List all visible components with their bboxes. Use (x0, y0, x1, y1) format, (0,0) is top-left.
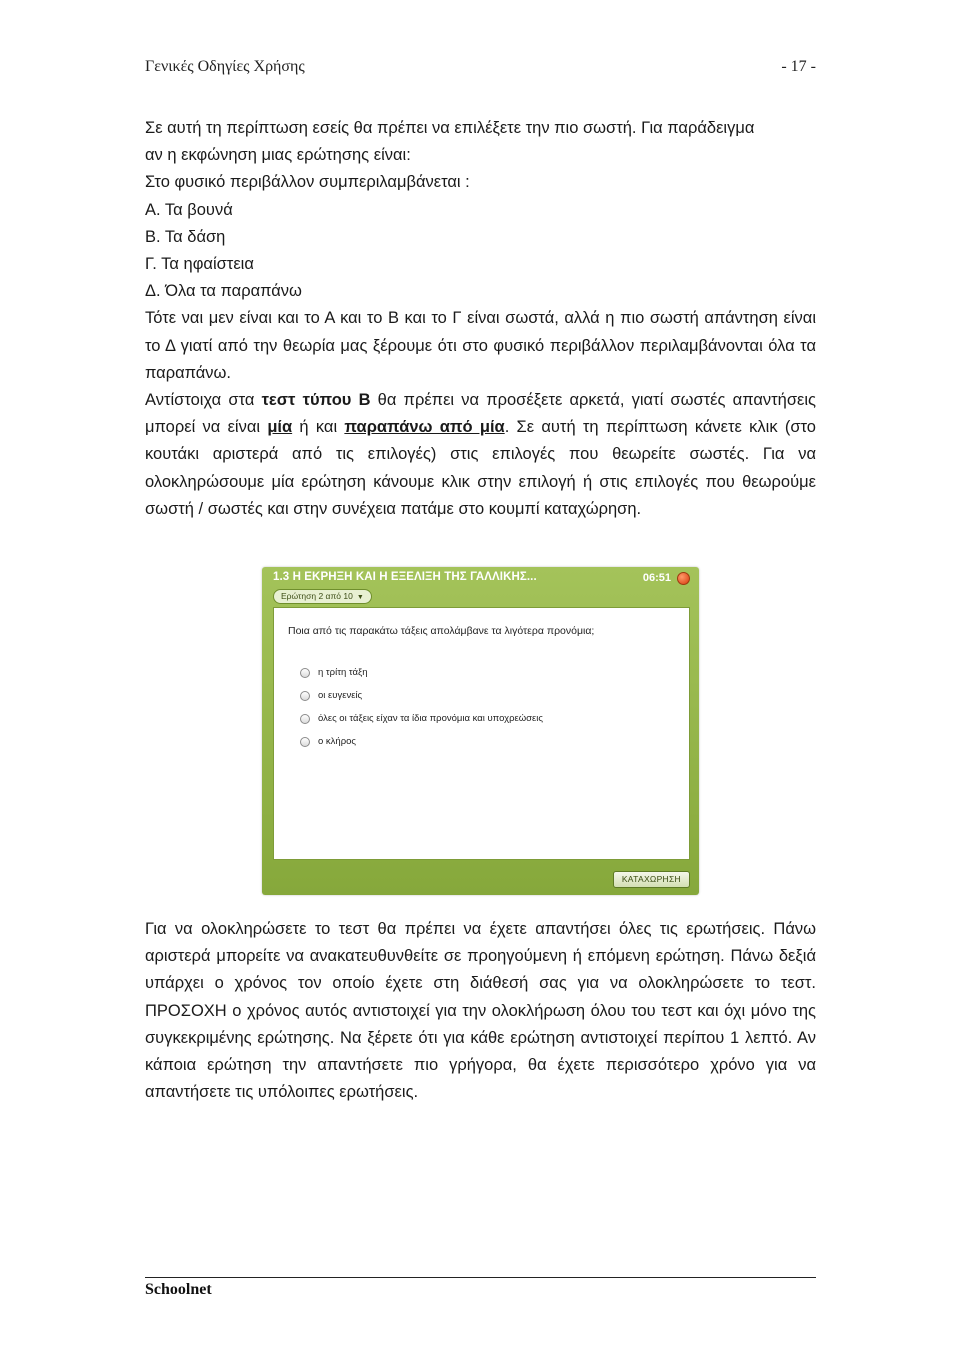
explanation-paragraph: Τότε ναι μεν είναι και το Α και το Β και το Γ είναι σωστά, αλλά η πιο σωστή απάντηση είναι το Δ γιατί από την θεωρία μας ξέρουμε ότι στο φυσικό περιβάλλον περιλαμβάνονται όλα τα παραπάνω. (145, 309, 816, 382)
example-question: Στο φυσικό περιβάλλον συμπεριλαμβάνεται : (145, 173, 470, 192)
example-option-a: Α. Τα βουνά (145, 200, 233, 219)
answer-option-label: όλες οι τάξεις είχαν τα ίδια προνόμια και υποχρεώσεις (318, 713, 543, 724)
answer-option-label: ο κλήρος (318, 736, 356, 747)
closing-paragraph: Για να ολοκληρώσετε το τεστ θα πρέπει να έχετε απαντήσει όλες τις ερωτήσεις. Πάνω αριστερά μπορείτε να ανακατευθυνθείτε σε προηγούμενη ή επόμενη ερώτηση. Πάνω δεξιά υπάρχει ο χρόνος τον οποίο έχετε στη διάθεσή σας για να ολοκληρώσετε το τεστ. ΠΡΟΣΟΧΗ ο χρόνος αυτός αντιστοιχεί για την ολοκλήρωση όλου του τεστ και όχι μόνο της συγκεκριμένης ερώτησης. Να ξέρετε ότι για κάθε ερώτηση αντιστοιχεί περίπου 1 λεπτό. Αν κάποια ερώτηση την απαντήσετε πιο γρήγορα, θα έχετε περισσότερο χρόνο για να απαντήσετε τις υπόλοιπες ερωτήσεις. (145, 920, 816, 1102)
answer-option[interactable] (300, 713, 543, 724)
example-option-d: Δ. Όλα τα παραπάνω (145, 282, 302, 301)
chevron-down-icon: ▼ (356, 594, 364, 601)
header-title: Γενικές Οδηγίες Χρήσης (145, 58, 305, 75)
text-run: Αντίστοιχα στα (145, 391, 262, 410)
page-number: - 17 - (781, 58, 816, 75)
radio-icon[interactable] (300, 691, 310, 701)
answer-option-label: οι ευγενείς (318, 690, 363, 701)
answer-option[interactable] (300, 690, 362, 701)
quiz-screenshot (262, 567, 699, 895)
quiz-title: 1.3 Η ΕΚΡΗΞΗ ΚΑΙ Η ΕΞΕΛΙΞΗ ΤΗΣ ΓΑΛΛΙΚΗΣ... (273, 571, 537, 583)
type-b-paragraph (145, 387, 816, 523)
intro-section (145, 115, 816, 523)
radio-icon[interactable] (300, 737, 310, 747)
closing-section (145, 916, 816, 1106)
intro-line: αν η εκφώνηση μιας ερώτησης είναι: (145, 146, 411, 165)
answer-option-label: η τρίτη τάξη (318, 667, 368, 678)
text-run: . Σε αυτή τη περίπτωση κάνετε κλικ (στο κουτάκι αριστερά από τις επιλογές) στις επιλογές που θεωρείτε σωστές. Για να ολοκληρώσουμε μία ερώτηση κάνουμε κλικ στην επιλογή ή στις επιλογές που θεωρούμε σωστή / σωστές και στην συνέχεια πατάμε στο κουμπί καταχώρηση. (145, 418, 816, 518)
footer-label: Schoolnet (145, 1281, 212, 1298)
radio-icon[interactable] (300, 714, 310, 724)
example-option-c: Γ. Τα ηφαίστεια (145, 255, 254, 274)
question-selector-label: Ερώτηση 2 από 10 (281, 591, 353, 601)
question-selector[interactable] (273, 589, 372, 604)
text-run: ή και (292, 418, 345, 437)
intro-line: Σε αυτή τη περίπτωση εσείς θα πρέπει να επιλέξετε την πιο σωστή. Για παράδειγμα (145, 119, 755, 137)
answer-option[interactable] (300, 736, 356, 747)
emphasis-one: μία (267, 418, 293, 437)
question-panel (273, 607, 690, 860)
footer-divider (145, 1277, 816, 1278)
emphasis-more-than-one: παραπάνω από μία (344, 418, 505, 437)
bold-term: τεστ τύπου Β (261, 391, 371, 410)
example-option-b: Β. Τα δάση (145, 227, 226, 246)
timer-indicator-icon (677, 572, 690, 585)
answer-option[interactable] (300, 667, 368, 678)
question-text: Ποια από τις παρακάτω τάξεις απολάμβανε τα λιγότερα προνόμια; (288, 625, 595, 637)
quiz-timer: 06:51 (642, 572, 671, 584)
radio-icon[interactable] (300, 668, 310, 678)
submit-button[interactable]: ΚΑΤΑΧΩΡΗΣΗ (613, 871, 690, 888)
page-header (145, 58, 816, 76)
text-run: θα πρέπει να προσέξετε αρκετά, γιατί σωστές απαντήσεις μπορεί να είναι (145, 391, 816, 437)
